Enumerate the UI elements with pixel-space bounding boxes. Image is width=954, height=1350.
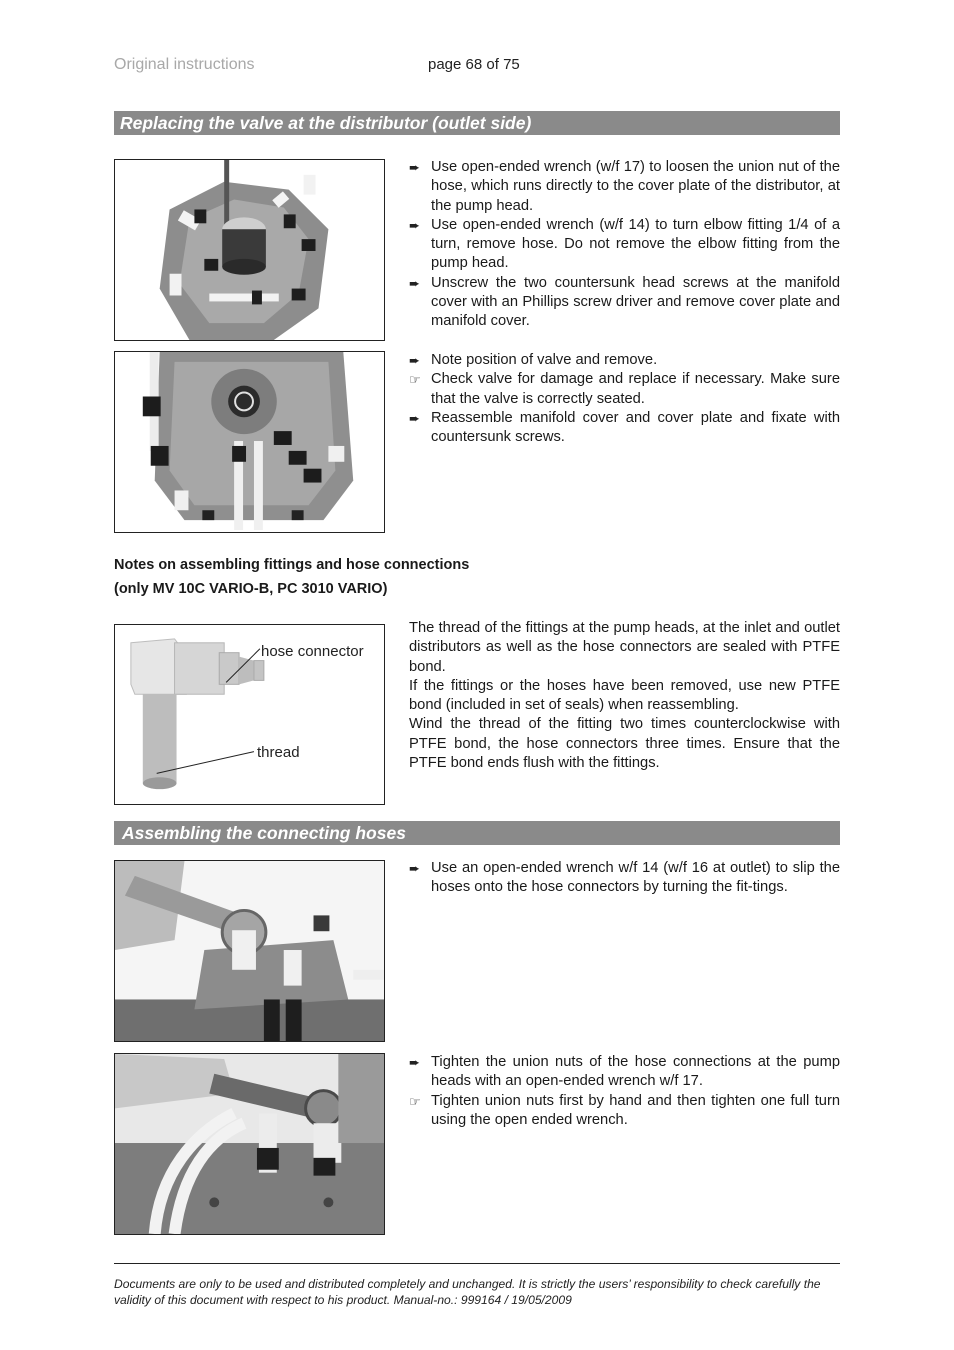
photo-pump-head-top-view: [114, 159, 385, 341]
arrow-icon: ➨: [409, 1055, 420, 1070]
label-hose-connector: hose connector: [261, 643, 364, 660]
section-title-assembling-hoses: Assembling the connecting hoses: [114, 821, 840, 845]
section2-instructions-1: [409, 859, 840, 898]
page-number: page 68 of 75: [428, 56, 520, 73]
instruction-item: ➨ Use open-ended wrench (w/f 17) to loosen the union nut of the hose, which runs directly to the cover plate of the distributor, at the pump head.: [409, 159, 840, 214]
instruction-item: ➨ Reassemble manifold cover and cover plate and fixate with countersunk screws.: [409, 409, 840, 446]
footer-divider: [114, 1263, 840, 1264]
instruction-item: ➨ Tighten the union nuts of the hose connections at the pump heads with an open-ended wrench w/f 17.: [409, 1054, 840, 1090]
notes-heading-line2: (only MV 10C VARIO-B, PC 3010 VARIO): [114, 581, 388, 597]
footer-disclaimer: Documents are only to be used and distributed completely and unchanged. It is strictly the users’ responsibility to check carefully the validity of this document with respect to his product. Manual-no.: 999164 / 19/05/2009: [114, 1277, 821, 1307]
note-item: ☞ Check valve for damage and replace if necessary. Make sure that the valve is correctly seated.: [409, 371, 840, 407]
notes-text: [409, 619, 840, 773]
arrow-icon: ➨: [409, 861, 420, 876]
notes-paragraph: If the fittings or the hoses have been removed, use new PTFE bond (included in set of seals) when reassembling.: [409, 677, 840, 714]
label-thread: thread: [257, 744, 300, 761]
arrow-icon: ➨: [409, 410, 420, 426]
section-title-replacing-valve: Replacing the valve at the distributor (outlet side): [114, 111, 840, 135]
instruction-item: ➨ Note position of valve and remove.: [409, 351, 840, 370]
notes-paragraph: The thread of the fittings at the pump heads, at the inlet and outlet distributors as well as the hose connectors are sealed with PTFE bond.: [409, 620, 840, 675]
arrow-icon: ➨: [409, 160, 420, 175]
note-item: ☞ Tighten union nuts first by hand and then tighten one full turn using the open ended wrench.: [409, 1092, 840, 1128]
section1-instructions-2: [409, 351, 840, 447]
header-document-type: Original instructions: [114, 56, 255, 73]
instruction-item: ➨ Use an open-ended wrench w/f 14 (w/f 16 at outlet) to slip the hoses onto the hose connectors by turning the fit-tings.: [409, 860, 840, 896]
instruction-item: ➨ Use open-ended wrench (w/f 14) to turn elbow fitting 1/4 of a turn, remove hose. Do not remove the elbow fitting from the pump head.: [409, 216, 840, 272]
notes-heading-line1: Notes on assembling fittings and hose connections: [114, 557, 470, 573]
arrow-icon: ➨: [409, 353, 420, 368]
photo-wrench-hose-connector: [114, 860, 385, 1042]
arrow-icon: ➨: [409, 217, 420, 233]
arrow-icon: ➨: [409, 275, 420, 291]
photo-manifold-cover-valve: [114, 351, 385, 533]
pointing-hand-icon: ☞: [409, 1093, 421, 1109]
section1-instructions-1: [409, 158, 840, 332]
pointing-hand-icon: ☞: [409, 372, 421, 388]
instruction-item: ➨ Unscrew the two countersunk head screws at the manifold cover with an Phillips screw driver and remove cover plate and manifold cover.: [409, 274, 840, 330]
notes-paragraph: Wind the thread of the fitting two times counterclockwise with PTFE bond, the hose connectors three times. Ensure that the PTFE bond ends flush with the fittings.: [409, 716, 840, 772]
section2-instructions-2: [409, 1053, 840, 1130]
diagram-fitting-thread: [114, 624, 385, 805]
photo-tightening-union-nuts: [114, 1053, 385, 1235]
